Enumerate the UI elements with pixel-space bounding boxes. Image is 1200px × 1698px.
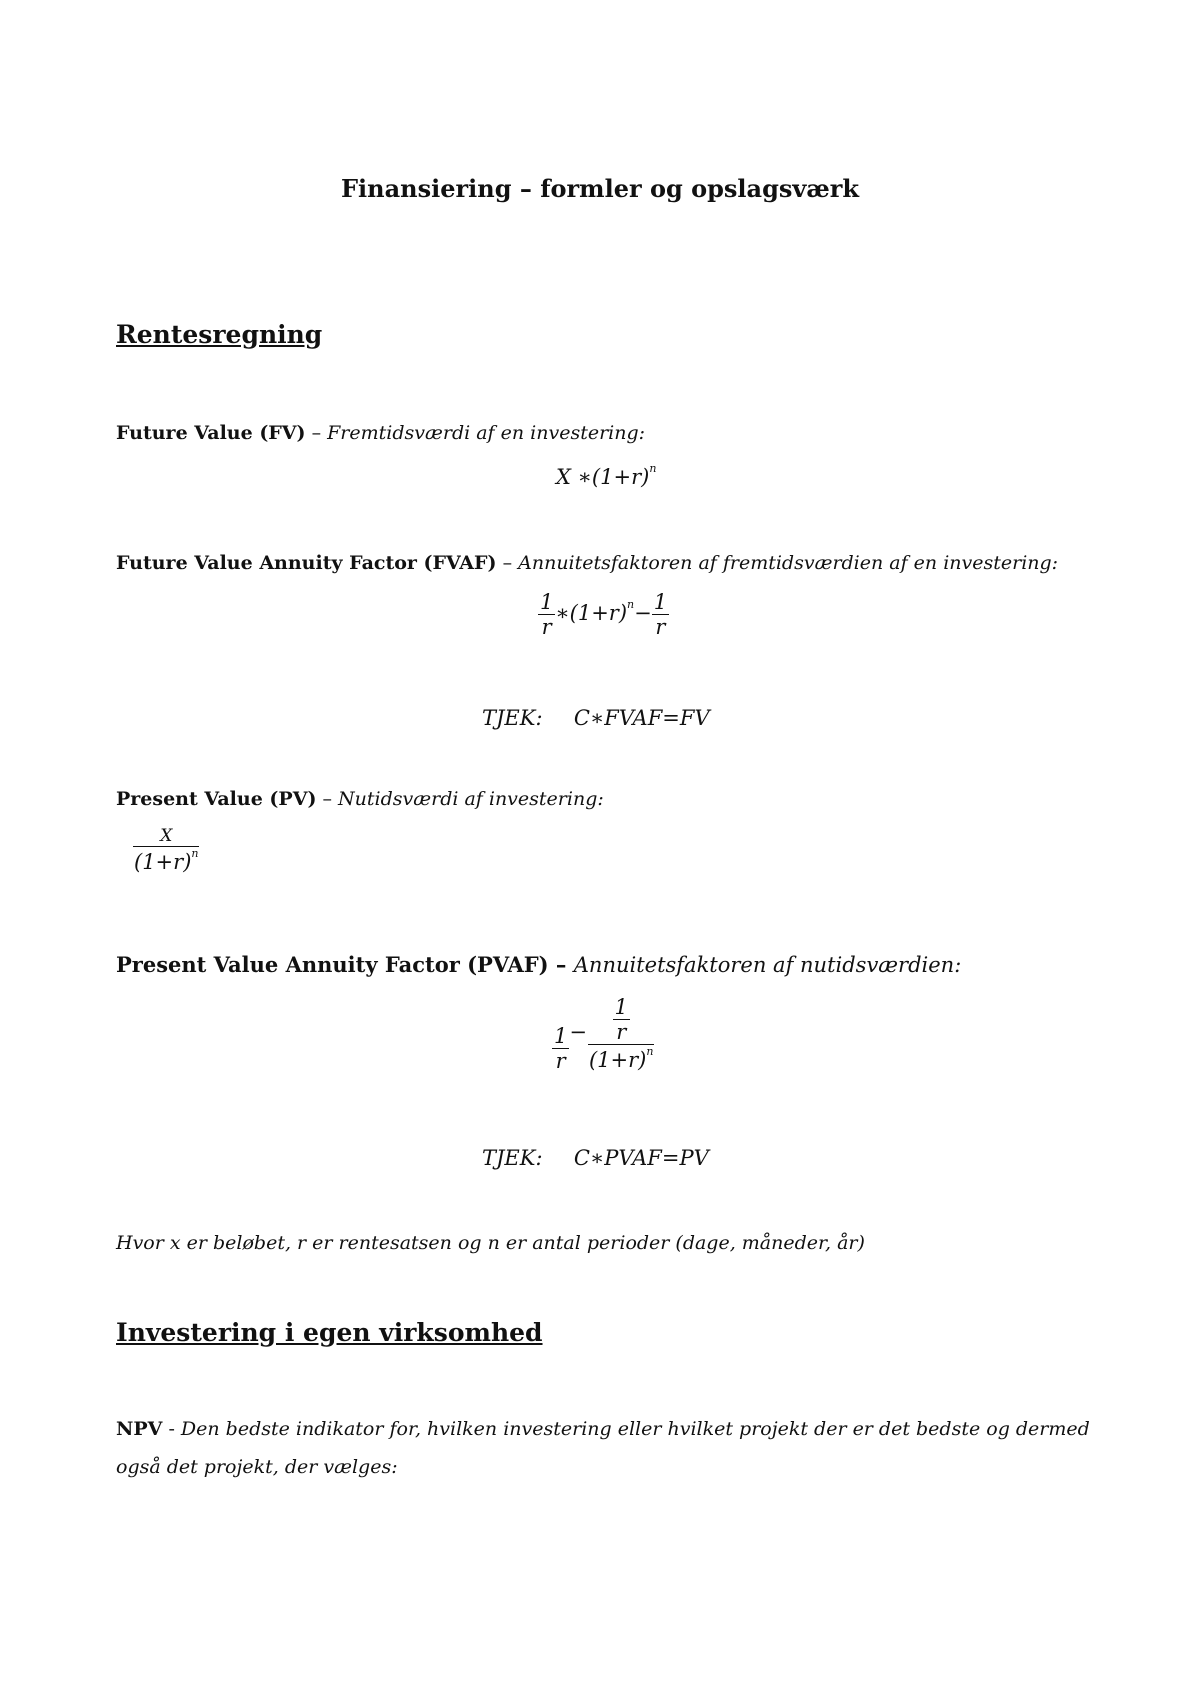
npv-label: NPV bbox=[116, 1418, 163, 1440]
pvaf-right-num bbox=[611, 995, 632, 1044]
pvaf-check-expr: C∗PVAF=PV bbox=[573, 1146, 709, 1170]
pv-desc: Nutidsværdi af investering: bbox=[338, 788, 604, 810]
pvaf-inner-num: 1 bbox=[614, 995, 628, 1019]
fv-sep: – bbox=[305, 422, 328, 444]
pvaf-exp: n bbox=[646, 1045, 654, 1058]
fvaf-frac-2-num: 1 bbox=[653, 590, 668, 614]
fvaf-exp: n bbox=[627, 598, 635, 611]
pvaf-check-label: TJEK: bbox=[482, 1146, 543, 1170]
pvaf-frac-outer-right bbox=[587, 995, 655, 1072]
fv-formula-exp: n bbox=[649, 462, 657, 475]
fvaf-desc: Annuitetsfaktoren af fremtidsværdien af en investering: bbox=[518, 552, 1059, 574]
fv-formula-times: ∗ bbox=[577, 465, 592, 489]
pvaf-frac-outer-left bbox=[552, 1024, 569, 1073]
pvaf-left-num: 1 bbox=[554, 1024, 568, 1048]
fv-formula-x: X bbox=[556, 465, 571, 489]
npv-definition bbox=[116, 1410, 1096, 1486]
pvaf-formula bbox=[552, 994, 655, 1073]
pvaf-inner-frac bbox=[613, 995, 630, 1044]
pvaf-check bbox=[482, 1146, 709, 1170]
fvaf-definition bbox=[116, 552, 1058, 574]
pvaf-minus: − bbox=[569, 1020, 587, 1044]
fvaf-label: Future Value Annuity Factor (FVAF) bbox=[116, 552, 497, 574]
section-heading-investering: Investering i egen virksomhed bbox=[116, 1318, 543, 1347]
pvaf-label: Present Value Annuity Factor (PVAF) bbox=[116, 952, 549, 977]
fvaf-times: ∗ bbox=[555, 601, 570, 625]
pvaf-right-den bbox=[587, 1045, 655, 1072]
page-title: Finansiering – formler og opslagsværk bbox=[341, 174, 859, 203]
pvaf-definition bbox=[116, 952, 961, 977]
pv-label: Present Value (PV) bbox=[116, 788, 317, 810]
fvaf-base: (1+r) bbox=[569, 601, 628, 625]
pv-exp: n bbox=[191, 847, 199, 860]
pv-definition bbox=[116, 788, 604, 810]
fvaf-check-expr: C∗FVAF=FV bbox=[573, 706, 710, 730]
fv-definition bbox=[116, 422, 645, 444]
fvaf-minus: − bbox=[634, 601, 652, 625]
npv-sep: - bbox=[162, 1418, 181, 1440]
fvaf-frac-2 bbox=[652, 590, 669, 639]
pv-base: (1+r) bbox=[134, 850, 192, 874]
variables-note: Hvor x er beløbet, r er rentesatsen og n er antal perioder (dage, måneder, år) bbox=[116, 1232, 865, 1254]
fvaf-frac-2-den: r bbox=[655, 615, 666, 639]
fvaf-sep: – bbox=[496, 552, 519, 574]
pvaf-sep: – bbox=[548, 952, 574, 977]
fv-label: Future Value (FV) bbox=[116, 422, 306, 444]
fv-formula bbox=[556, 462, 656, 489]
pvaf-inner-den: r bbox=[616, 1020, 627, 1044]
fvaf-frac-1-den: r bbox=[541, 615, 552, 639]
fvaf-frac-1-num: 1 bbox=[540, 590, 554, 614]
pvaf-base: (1+r) bbox=[588, 1048, 647, 1072]
npv-desc: Den bedste indikator for, hvilken investering eller hvilket projekt der er det bedste og dermed også det projekt, der vælges: bbox=[116, 1418, 1090, 1478]
pv-frac-den bbox=[132, 847, 200, 874]
pv-formula bbox=[132, 826, 200, 874]
fvaf-check-label: TJEK: bbox=[482, 706, 543, 730]
pv-sep: – bbox=[316, 788, 339, 810]
fvaf-check bbox=[482, 706, 710, 730]
pv-frac bbox=[132, 826, 200, 874]
pvaf-desc: Annuitetsfaktoren af nutidsværdien: bbox=[573, 953, 962, 977]
pv-frac-num: X bbox=[160, 826, 173, 846]
pvaf-left-den: r bbox=[555, 1049, 566, 1073]
fvaf-frac-1 bbox=[538, 590, 555, 639]
fv-desc: Fremtidsværdi af en investering: bbox=[327, 422, 646, 444]
fv-formula-base: (1+r) bbox=[591, 465, 650, 489]
fvaf-formula bbox=[538, 590, 669, 639]
section-heading-rentesregning: Rentesregning bbox=[116, 320, 323, 349]
